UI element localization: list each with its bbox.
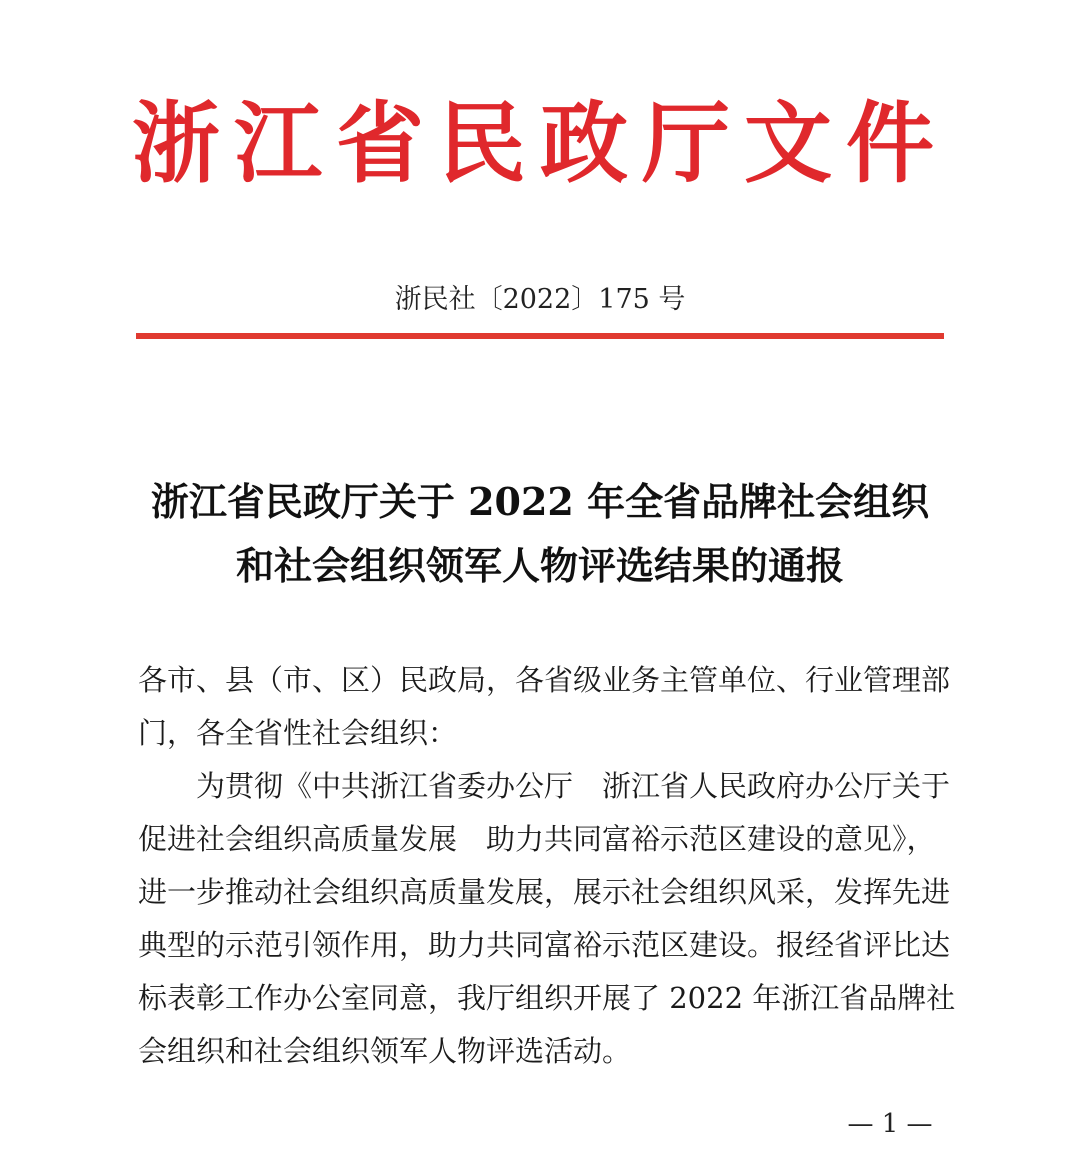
body-line: 会组织和社会组织领军人物评选活动。 xyxy=(138,1034,632,1068)
notice-title-line: 和社会组织领军人物评选结果的通报 xyxy=(235,543,844,588)
body-line: 门，各全省性社会组织： xyxy=(138,716,458,750)
red-divider-line xyxy=(136,333,944,339)
notice-title xyxy=(120,470,960,598)
body-line: 促进社会组织高质量发展 助力共同富裕示范区建设的意见》， xyxy=(138,822,936,856)
notice-body xyxy=(138,654,956,1078)
document-header-title: 浙江省民政厅文件 xyxy=(131,91,948,195)
document-number: 浙民社〔2022〕175 号 xyxy=(394,284,686,315)
body-line: 进一步推动社会组织高质量发展，展示社会组织风采，发挥先进 xyxy=(138,875,951,909)
body-line: 各市、县（市、区）民政局，各省级业务主管单位、行业管理部 xyxy=(138,663,951,697)
notice-title-line: 浙江省民政厅关于 2022 年全省品牌社会组织 xyxy=(150,479,930,524)
body-line: 标表彰工作办公室同意，我厅组织开展了 2022 年浙江省品牌社 xyxy=(138,981,956,1015)
body-line: 为贯彻《中共浙江省委办公厅 浙江省人民政府办公厅关于 xyxy=(138,769,951,803)
body-line: 典型的示范引领作用，助力共同富裕示范区建设。报经省评比达 xyxy=(138,928,951,962)
page-number: — 1 — xyxy=(847,1109,933,1139)
